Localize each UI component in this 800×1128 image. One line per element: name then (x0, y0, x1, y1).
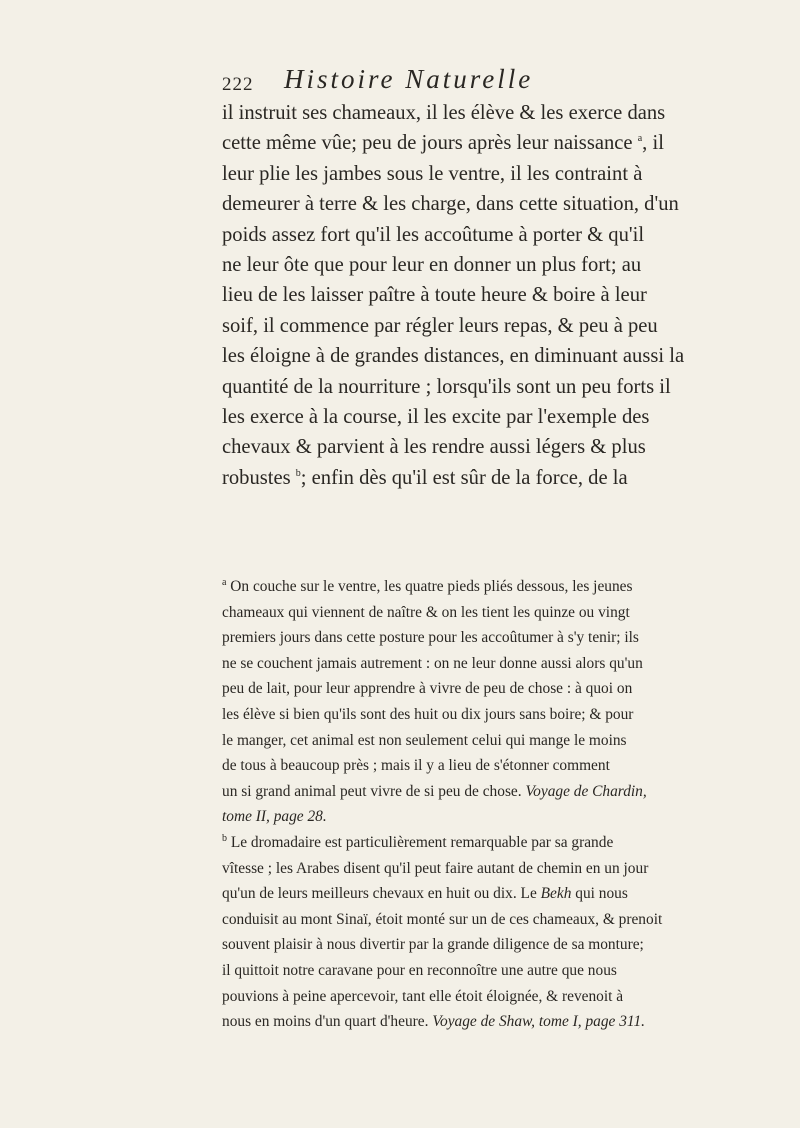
footnote-line (222, 574, 633, 600)
body-line: soif, il commence par régler leurs repas, & peu à peu (222, 314, 658, 337)
footnote-line (222, 881, 628, 907)
footnote-line: souvent plaisir à nous divertir par la grande diligence de sa monture; (222, 936, 644, 954)
footnote-line: peu de lait, pour leur apprendre à vivre de peu de chose : à quoi on (222, 680, 633, 698)
footnote-line (222, 779, 647, 805)
footnote-line-text: un si grand animal peut vivre de si peu de chose. (222, 782, 522, 800)
page-number: 222 (222, 74, 254, 95)
page-header (222, 50, 662, 95)
citation: Voyage de Shaw, tome I, page 311. (432, 1013, 646, 1031)
body-line: leur plie les jambes sous le ventre, il les contraint à (222, 162, 643, 185)
footnotes (222, 574, 663, 1035)
body-line: il instruit ses chameaux, il les élève & les exerce dans (222, 102, 666, 124)
footnote-line: il quittoit notre caravane pour en reconnoître une autre que nous (222, 961, 617, 979)
body-line (222, 128, 664, 158)
footnote-line: le manger, cet animal est non seulement celui qui mange le moins (222, 731, 627, 749)
footnote-line-text: qu'un de leurs meilleurs chevaux en huit ou dix. Le (222, 885, 537, 903)
footnote-b (222, 830, 663, 1035)
footnote-line-text: qui nous (571, 885, 628, 903)
footnote-a (222, 574, 647, 830)
footnote-line: de tous à beaucoup près ; mais il y a lieu de s'étonner comment (222, 757, 610, 775)
footnote-line (222, 1009, 646, 1035)
footnote-line (222, 804, 592, 830)
body-line: quantité de la nourriture ; lorsqu'ils sont un peu forts il (222, 375, 671, 398)
footnote-line-text: Le dromadaire est particulièrement remarquable par sa grande (227, 833, 614, 851)
footnote-mark: a (222, 576, 227, 588)
body-line: demeurer à terre & les charge, dans cette situation, d'un (222, 193, 679, 216)
footnote-line: chameaux qui viennent de naître & on les tient les quinze ou vingt (222, 603, 630, 621)
footnote-line: premiers jours dans cette posture pour les accoûtumer à s'y tenir; ils (222, 629, 639, 647)
body-line: lieu de les laisser paître à toute heure & boire à leur (222, 284, 647, 307)
citation: tome II, page 28. (222, 808, 327, 826)
footnote-line: pouvions à peine apercevoir, tant elle étoit éloignée, & revenoit à (222, 987, 624, 1005)
running-title: Histoire Naturelle (284, 64, 534, 94)
footnote-mark: b (222, 832, 227, 844)
body-text (222, 98, 685, 493)
footnote-line (222, 830, 614, 856)
note-mark: a (637, 133, 643, 145)
citation: Voyage de Chardin, (525, 782, 647, 800)
body-line: les éloigne à de grandes distances, en diminuant aussi la (222, 345, 685, 368)
body-line: ne leur ôte que pour leur en donner un plus fort; au (222, 254, 642, 277)
body-line: robustes $^b$; enfin dès qu'il est sûr de la force, de la (222, 466, 628, 489)
body-line: chevaux & parvient à les rendre aussi légers & plus (222, 436, 646, 459)
body-line: les exerce à la course, il les excite par l'exemple des (222, 406, 650, 429)
body-line-text: cette même vûe; peu de jours après leur naissance $^a$, il (222, 132, 664, 155)
note-mark: b (295, 468, 301, 480)
bekh-word: Bekh (540, 885, 572, 903)
footnote-line: vîtesse ; les Arabes disent qu'il peut faire autant de chemin en un jour (222, 859, 649, 877)
footnote-line: les élève si bien qu'ils sont des huit ou dix jours sans boire; & pour (222, 705, 634, 723)
footnote-line-text: nous en moins d'un quart d'heure. (222, 1013, 429, 1031)
body-line: poids assez fort qu'il les accoûtume à porter & qu'il (222, 223, 645, 246)
footnote-line: ne se couchent jamais autrement : on ne leur donne aussi alors qu'un (222, 654, 643, 672)
footnote-line: conduisit au mont Sinaï, étoit monté sur un de ces chameaux, & prenoit (222, 910, 663, 928)
footnote-line-text: On couche sur le ventre, les quatre pieds pliés dessous, les jeunes (226, 578, 633, 595)
